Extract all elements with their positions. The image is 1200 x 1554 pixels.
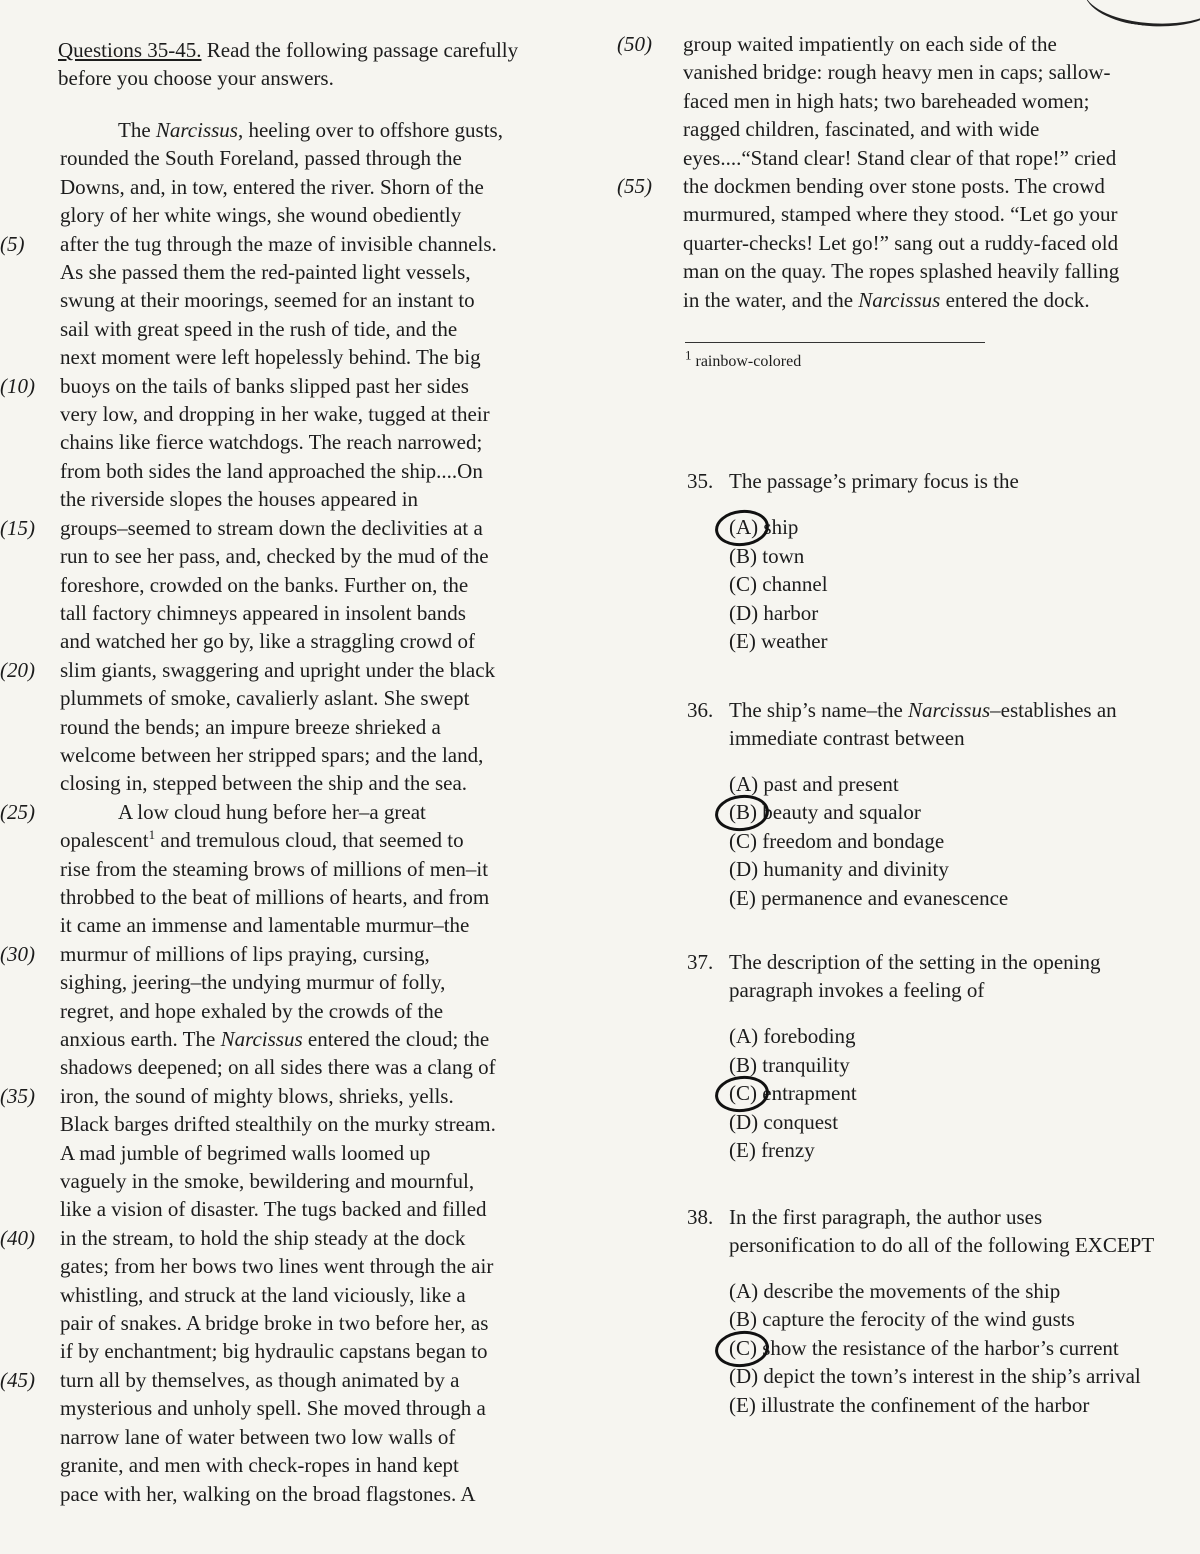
answer-choice[interactable] xyxy=(729,513,1185,542)
choice-text: (D) depict the town’s interest in the ship’s arrival xyxy=(729,1364,1141,1389)
choice-text: (B) town xyxy=(729,543,805,568)
line-text: closing in, stepped between the ship and the sea. xyxy=(60,771,468,796)
answer-choice[interactable] xyxy=(729,827,1185,856)
line-text: plummets of smoke, cavalierly aslant. She swept xyxy=(60,686,470,711)
passage-line xyxy=(0,741,600,769)
line-text: groups–seemed to stream down the declivities at a xyxy=(60,515,483,540)
line-text: foreshore, crowded on the banks. Further on, the xyxy=(60,572,469,597)
passage-line xyxy=(0,1394,600,1422)
line-text: if by enchantment; big hydraulic capstans began to xyxy=(60,1339,488,1364)
choice-text: (C) show the resistance of the harbor’s current xyxy=(729,1335,1119,1360)
instructions xyxy=(58,36,528,92)
passage-line xyxy=(0,627,600,655)
passage-line xyxy=(0,855,600,883)
line-text: the dockmen bending over stone posts. The crowd xyxy=(683,174,1105,199)
line-text: sighing, jeering–the undying murmur of folly, xyxy=(60,970,446,995)
answer-choices xyxy=(687,513,1185,656)
passage-line xyxy=(0,173,600,201)
line-text: next moment were left hopelessly behind. The big xyxy=(60,345,481,370)
line-text: in the stream, to hold the ship steady at the dock xyxy=(60,1225,466,1250)
footnote-divider xyxy=(685,342,985,343)
passage-line xyxy=(0,1366,600,1394)
passage-line xyxy=(0,116,600,144)
line-text: ragged children, fascinated, and with wide xyxy=(683,117,1040,142)
line-text: tall factory chimneys appeared in insolent bands xyxy=(60,600,466,625)
answer-choice[interactable] xyxy=(729,570,1185,599)
passage-line xyxy=(0,1451,600,1479)
line-number: (10) xyxy=(0,373,35,398)
line-text: welcome between her stripped spars; and the land, xyxy=(60,742,484,767)
line-text: man on the quay. The ropes splashed heavily falling xyxy=(683,259,1120,284)
passage-line xyxy=(0,656,600,684)
question-stem xyxy=(687,1203,1169,1259)
line-number: (35) xyxy=(0,1083,35,1108)
question-37 xyxy=(687,948,1185,1165)
line-text: sail with great speed in the rush of tide, and the xyxy=(60,316,458,341)
answer-choices xyxy=(687,1277,1185,1420)
choice-text: (E) frenzy xyxy=(729,1138,815,1163)
passage-continuation xyxy=(615,30,1185,314)
question-38 xyxy=(687,1203,1185,1420)
answer-choice[interactable] xyxy=(729,884,1185,913)
line-text: rise from the steaming brows of millions of men–it xyxy=(60,856,489,881)
line-text: group waited impatiently on each side of the xyxy=(683,32,1057,56)
line-text: slim giants, swaggering and upright under the black xyxy=(60,657,496,682)
choice-text: (A) past and present xyxy=(729,771,899,796)
passage-line xyxy=(0,1337,600,1365)
passage-line xyxy=(0,1110,600,1138)
line-number: (30) xyxy=(0,941,35,966)
answer-choice[interactable] xyxy=(729,770,1185,799)
line-text: murmur of millions of lips praying, cursing, xyxy=(60,941,430,966)
answer-choice[interactable] xyxy=(729,1051,1185,1080)
line-number: (5) xyxy=(0,231,25,256)
passage-line xyxy=(0,315,600,343)
passage-line xyxy=(0,230,600,258)
line-number: (50) xyxy=(617,32,652,56)
line-text: vanished bridge: rough heavy men in caps; sallow- xyxy=(683,60,1111,85)
passage-line xyxy=(0,1053,600,1081)
answer-choices xyxy=(687,1022,1185,1165)
line-text: pace with her, walking on the broad flagstones. A xyxy=(60,1481,476,1506)
passage-left-column xyxy=(0,36,600,1508)
line-text: The Narcissus, heeling over to offshore gusts, xyxy=(118,118,503,142)
question-text: The description of the setting in the opening paragraph invokes a feeling of xyxy=(729,950,1101,1003)
line-text: As she passed them the red-painted light vessels, xyxy=(60,260,471,285)
answer-choice[interactable] xyxy=(729,599,1185,628)
passage-line xyxy=(615,172,1185,200)
answer-choice[interactable] xyxy=(729,1079,1185,1108)
question-36 xyxy=(687,696,1185,913)
line-text: vaguely in the smoke, bewildering and mournful, xyxy=(60,1169,475,1194)
line-number: (40) xyxy=(0,1225,35,1250)
passage-line xyxy=(0,1480,600,1508)
choice-text: (E) permanence and evanescence xyxy=(729,885,1009,910)
passage-line xyxy=(0,940,600,968)
choice-text: (C) channel xyxy=(729,572,828,597)
passage-line xyxy=(0,258,600,286)
passage-line xyxy=(615,257,1185,285)
passage-line xyxy=(615,144,1185,172)
line-text: anxious earth. The Narcissus entered the cloud; the xyxy=(60,1027,490,1051)
passage-line xyxy=(0,1252,600,1280)
passage-lines xyxy=(0,116,600,1508)
question-35 xyxy=(687,467,1185,656)
question-number: 38. xyxy=(687,1204,714,1229)
line-text: like a vision of disaster. The tugs backed and filled xyxy=(60,1197,487,1222)
passage-line xyxy=(0,798,600,826)
question-stem xyxy=(687,696,1169,752)
choice-text: (A) describe the movements of the ship xyxy=(729,1278,1061,1303)
line-text: turn all by themselves, as though animated by a xyxy=(60,1367,460,1392)
passage-line xyxy=(0,1309,600,1337)
answer-choice[interactable] xyxy=(729,1108,1185,1137)
line-text: narrow lane of water between two low walls of xyxy=(60,1424,456,1449)
passage-line xyxy=(0,372,600,400)
answer-choice[interactable] xyxy=(729,627,1185,656)
passage-line xyxy=(0,571,600,599)
choice-text: (D) humanity and divinity xyxy=(729,857,949,882)
passage-line xyxy=(0,1167,600,1195)
answer-choice[interactable] xyxy=(729,1136,1185,1165)
instructions-text: Read the following passage carefully before you choose your answers. xyxy=(58,38,519,90)
answer-choice[interactable] xyxy=(729,798,1185,827)
passage-line xyxy=(0,1139,600,1167)
passage-line xyxy=(0,883,600,911)
choice-text: (C) entrapment xyxy=(729,1081,857,1106)
choice-text: (B) beauty and squalor xyxy=(729,800,921,825)
line-text: gates; from her bows two lines went through the air xyxy=(60,1254,494,1279)
right-column xyxy=(615,30,1185,1419)
passage-line xyxy=(0,428,600,456)
passage-line xyxy=(615,30,1185,58)
line-text: mysterious and unholy spell. She moved through a xyxy=(60,1396,486,1421)
passage-line xyxy=(0,997,600,1025)
line-text: and watched her go by, like a straggling crowd of xyxy=(60,629,476,654)
line-number: (55) xyxy=(617,174,652,199)
passage-line xyxy=(615,58,1185,86)
line-text: rounded the South Foreland, passed through the xyxy=(60,146,462,171)
choice-text: (E) illustrate the confinement of the harbor xyxy=(729,1392,1090,1417)
line-text: very low, and dropping in her wake, tugged at their xyxy=(60,402,490,427)
line-text: from both sides the land approached the ship....On xyxy=(60,458,483,483)
passage-line xyxy=(0,1082,600,1110)
line-text: opalescent$^1$ and tremulous cloud, that seemed to xyxy=(60,827,464,853)
choice-text: (E) weather xyxy=(729,629,828,654)
line-text: Black barges drifted stealthily on the murky stream. xyxy=(60,1112,496,1137)
line-text: it came an immense and lamentable murmur–the xyxy=(60,913,470,938)
passage-line xyxy=(0,485,600,513)
line-text: chains like fierce watchdogs. The reach narrowed; xyxy=(60,430,483,455)
passage-line xyxy=(0,286,600,314)
answer-choice[interactable] xyxy=(729,1022,1185,1051)
passage-line xyxy=(0,968,600,996)
answer-choice[interactable] xyxy=(729,542,1185,571)
line-text: throbbed to the beat of millions of hearts, and from xyxy=(60,884,490,909)
questions-range-label: Questions 35-45. xyxy=(58,38,202,62)
line-number: (15) xyxy=(0,515,35,540)
question-text: The passage’s primary focus is the xyxy=(729,469,1019,494)
passage-line xyxy=(0,144,600,172)
questions-list xyxy=(615,467,1185,1419)
choice-text: (C) freedom and bondage xyxy=(729,828,945,853)
question-stem xyxy=(687,467,1169,495)
line-text: A low cloud hung before her–a great xyxy=(118,799,426,824)
question-number: 37. xyxy=(687,950,714,975)
answer-choice[interactable] xyxy=(729,855,1185,884)
line-text: granite, and men with check-ropes in hand kept xyxy=(60,1453,459,1478)
line-number: (45) xyxy=(0,1367,35,1392)
line-text: the riverside slopes the houses appeared in xyxy=(60,487,419,512)
choice-text: (A) ship xyxy=(729,515,799,540)
passage-line xyxy=(0,684,600,712)
answer-choice[interactable] xyxy=(729,1277,1185,1306)
choice-text: (A) foreboding xyxy=(729,1024,856,1049)
passage-line xyxy=(0,1423,600,1451)
passage-line xyxy=(0,542,600,570)
question-text: The ship’s name–the Narcissus–establishes an immediate contrast between xyxy=(729,697,1117,750)
passage-line xyxy=(0,201,600,229)
answer-choice[interactable] xyxy=(729,1305,1185,1334)
question-number: 35. xyxy=(687,469,714,494)
line-text: whistling, and struck at the land viciously, like a xyxy=(60,1282,466,1307)
passage-line xyxy=(0,1195,600,1223)
line-text: pair of snakes. A bridge broke in two before her, as xyxy=(60,1311,489,1336)
line-text: glory of her white wings, she wound obediently xyxy=(60,203,462,228)
line-number: (20) xyxy=(0,657,35,682)
choice-text: (D) harbor xyxy=(729,600,819,625)
choice-text: (B) capture the ferocity of the wind gusts xyxy=(729,1307,1075,1332)
passage-line xyxy=(615,229,1185,257)
line-text: Downs, and, in tow, entered the river. Shorn of the xyxy=(60,174,484,199)
passage-line xyxy=(0,343,600,371)
passage-line xyxy=(0,826,600,854)
choice-text: (B) tranquility xyxy=(729,1052,850,1077)
passage-line xyxy=(0,514,600,542)
choice-text: (D) conquest xyxy=(729,1109,839,1134)
line-text: regret, and hope exhaled by the crowds of the xyxy=(60,998,444,1023)
line-text: quarter-checks! Let go!” sang out a ruddy-faced old xyxy=(683,230,1119,255)
passage-line xyxy=(0,911,600,939)
answer-choices xyxy=(687,770,1185,913)
answer-choice[interactable] xyxy=(729,1334,1185,1363)
line-text: in the water, and the Narcissus entered the dock. xyxy=(683,287,1090,312)
answer-choice[interactable] xyxy=(729,1362,1185,1391)
question-stem xyxy=(687,948,1169,1004)
line-text: round the bends; an impure breeze shrieked a xyxy=(60,714,441,739)
passage-line xyxy=(615,115,1185,143)
line-text: murmured, stamped where they stood. “Let go your xyxy=(683,202,1118,227)
passage-line xyxy=(0,1281,600,1309)
footnote: $^1$ rainbow-colored xyxy=(685,347,802,371)
passage-line xyxy=(0,1224,600,1252)
passage-line xyxy=(0,1025,600,1053)
line-text: swung at their moorings, seemed for an instant to xyxy=(60,288,475,313)
passage-line xyxy=(615,87,1185,115)
line-number: (25) xyxy=(0,799,35,824)
answer-choice[interactable] xyxy=(729,1391,1185,1420)
question-text: In the first paragraph, the author uses personification to do all of the following EXCEPT xyxy=(729,1204,1155,1257)
line-text: after the tug through the maze of invisible channels. xyxy=(60,231,497,256)
line-text: shadows deepened; on all sides there was a clang of xyxy=(60,1055,496,1080)
passage-line xyxy=(0,713,600,741)
line-text: run to see her pass, and, checked by the mud of the xyxy=(60,544,489,569)
passage-line xyxy=(0,400,600,428)
line-text: eyes....“Stand clear! Stand clear of that rope!” cried xyxy=(683,145,1117,170)
passage-line xyxy=(615,286,1185,314)
question-number: 36. xyxy=(687,697,714,722)
passage-line xyxy=(0,769,600,797)
passage-line xyxy=(0,457,600,485)
line-text: buoys on the tails of banks slipped past her sides xyxy=(60,373,469,398)
line-text: A mad jumble of begrimed walls loomed up xyxy=(60,1140,431,1165)
passage-line xyxy=(0,599,600,627)
passage-line xyxy=(615,200,1185,228)
line-text: faced men in high hats; two bareheaded women; xyxy=(683,88,1090,113)
line-text: iron, the sound of mighty blows, shrieks, yells. xyxy=(60,1083,454,1108)
